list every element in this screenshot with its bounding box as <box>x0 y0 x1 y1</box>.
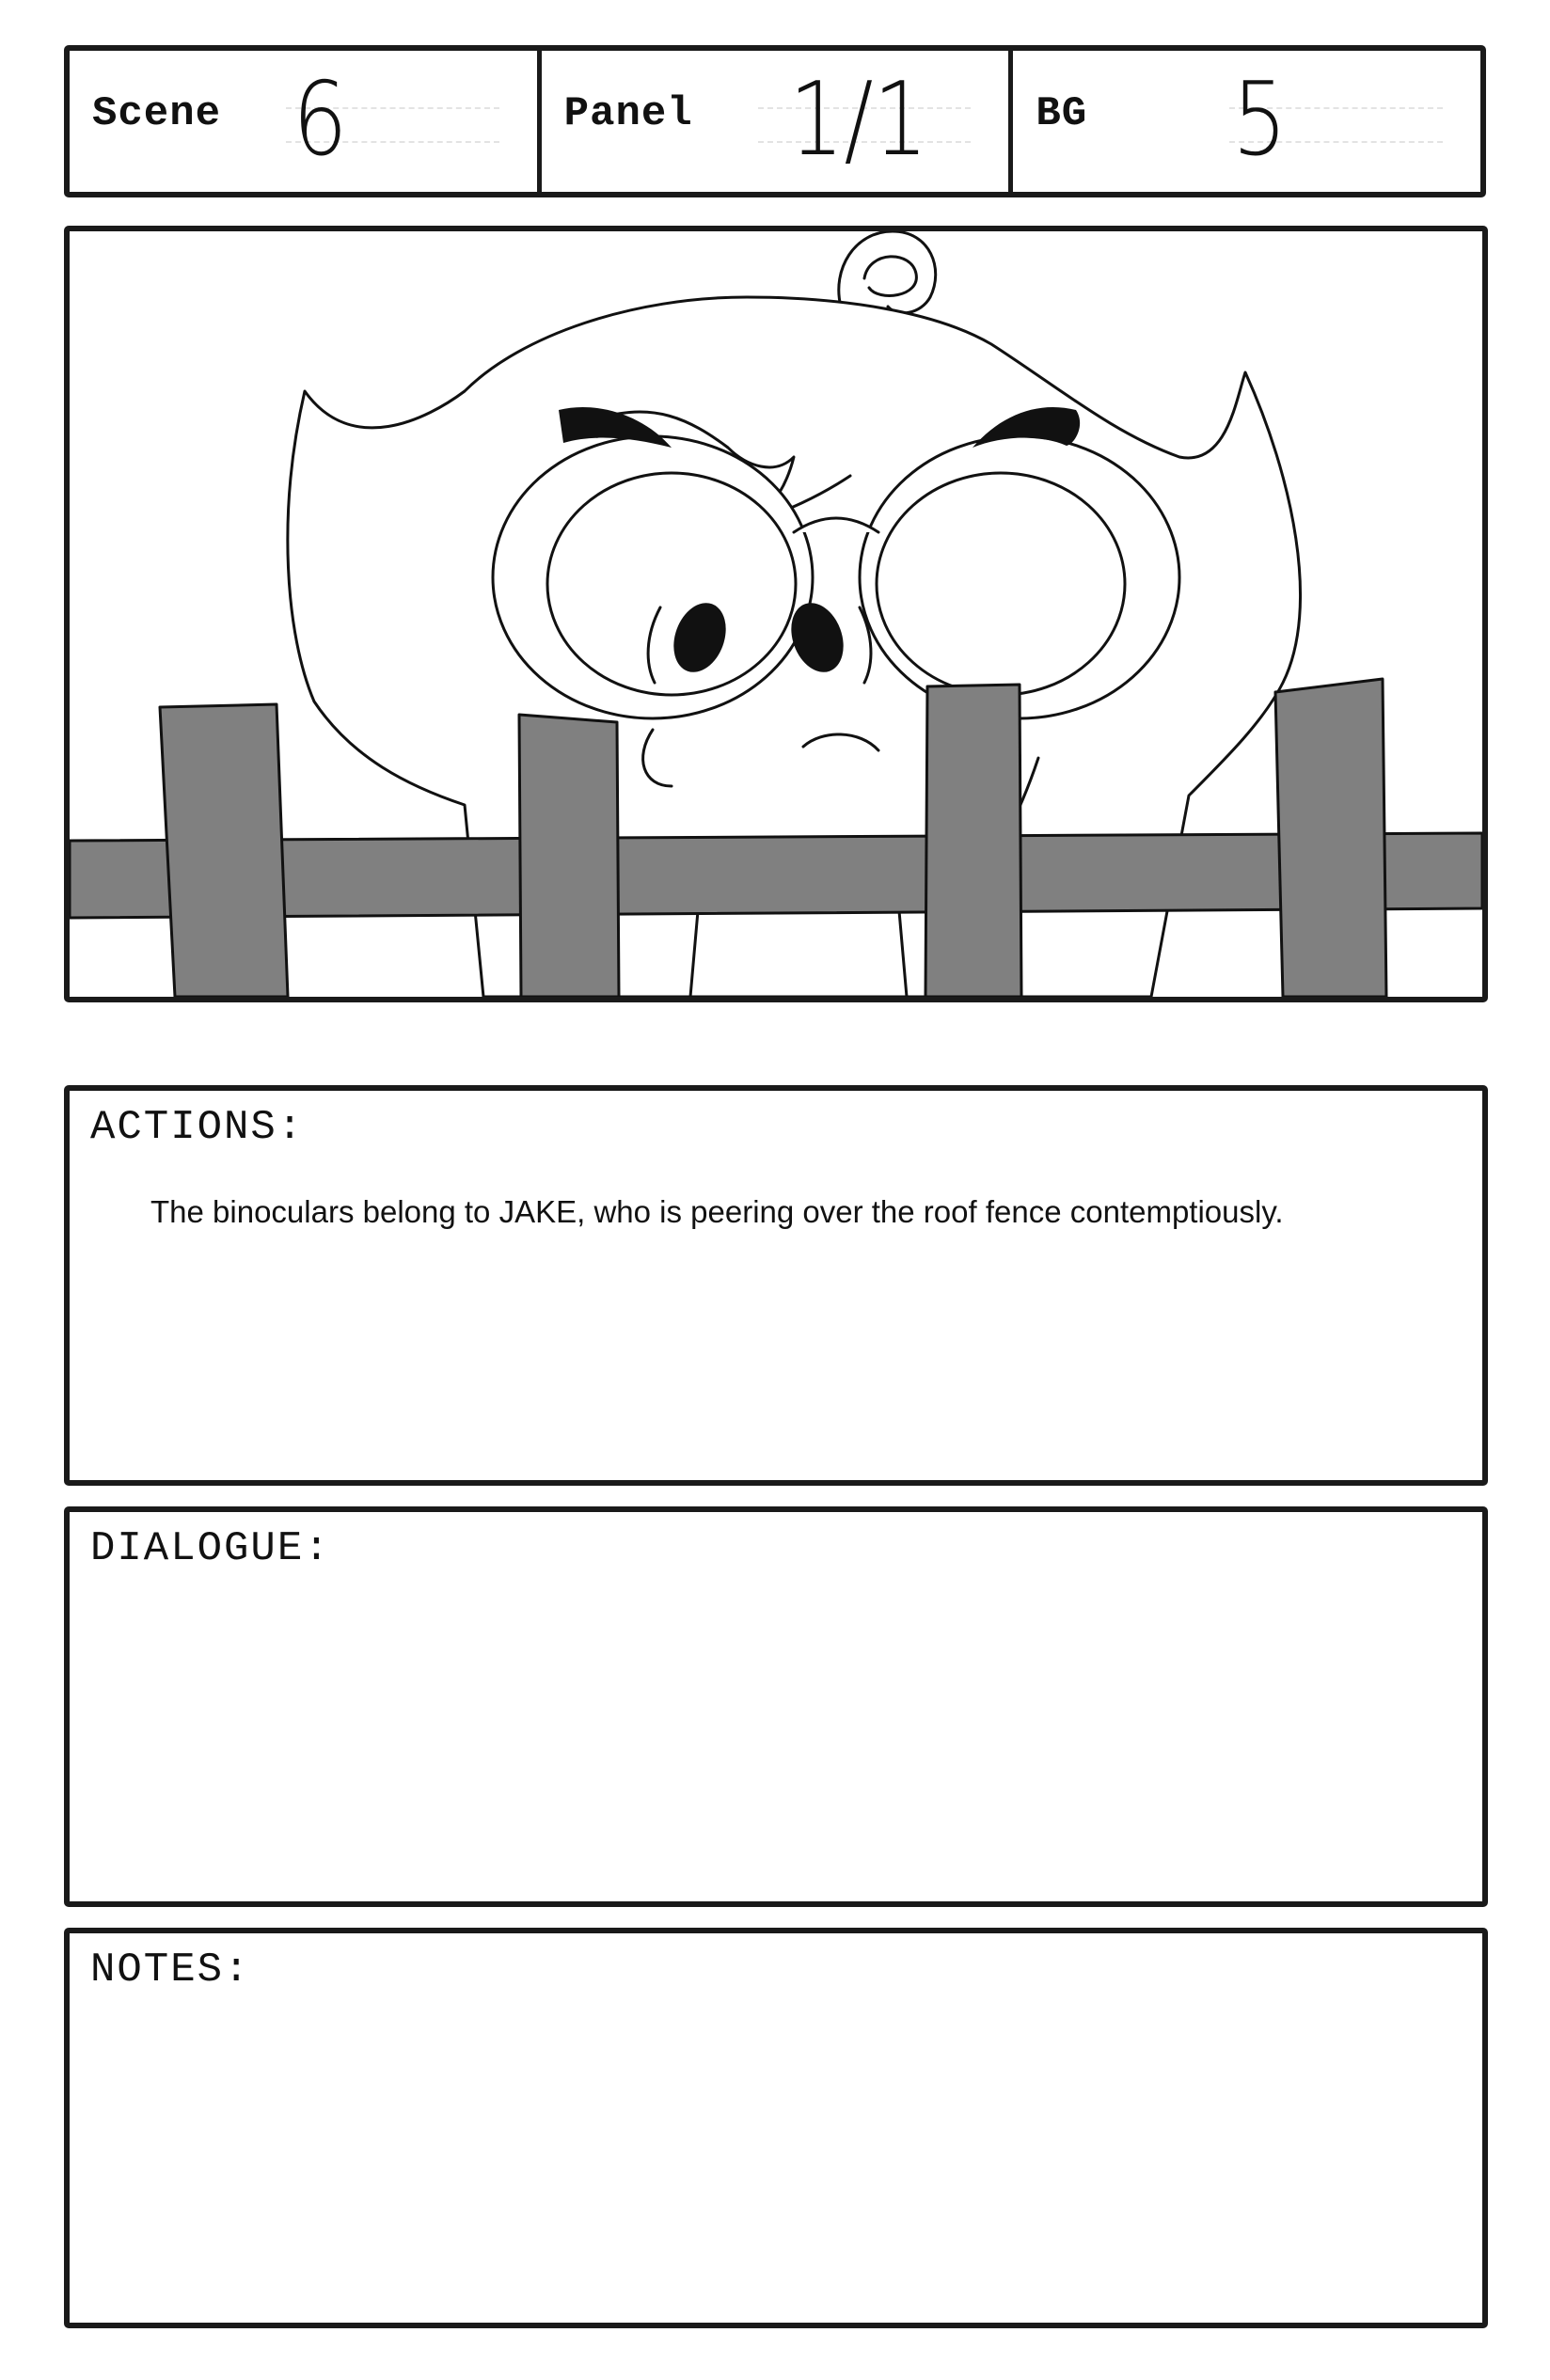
hair-tuft-inner <box>864 257 916 296</box>
actions-text: The binoculars belong to JAKE, who is peering over the roof fence contemptiously. <box>150 1194 1284 1229</box>
notes-label: NOTES: <box>90 1947 251 1994</box>
fence-post <box>519 715 619 997</box>
binocular-right-lens <box>877 473 1125 695</box>
dialogue-label: DIALOGUE: <box>90 1525 331 1572</box>
scene-number: 6 <box>293 61 348 179</box>
scene-cell <box>70 51 542 192</box>
fence-post <box>160 704 288 997</box>
scene-label: Scene <box>92 90 222 137</box>
binocular-left-lens <box>547 473 796 695</box>
storyboard-header <box>64 45 1486 197</box>
character-drawing <box>70 231 1482 997</box>
actions-label: ACTIONS: <box>90 1104 305 1151</box>
drawing-panel <box>64 226 1488 1002</box>
fence-post <box>1275 679 1386 997</box>
panel-number: 1/1 <box>788 61 928 179</box>
bg-label: BG <box>1036 90 1088 137</box>
actions-section <box>64 1085 1488 1486</box>
panel-cell <box>542 51 1014 192</box>
panel-label: Panel <box>563 90 693 137</box>
dialogue-section <box>64 1506 1488 1907</box>
bg-cell <box>1013 51 1480 192</box>
fence-post <box>925 685 1021 997</box>
notes-section <box>64 1928 1488 2328</box>
bg-number: 5 <box>1232 61 1288 179</box>
